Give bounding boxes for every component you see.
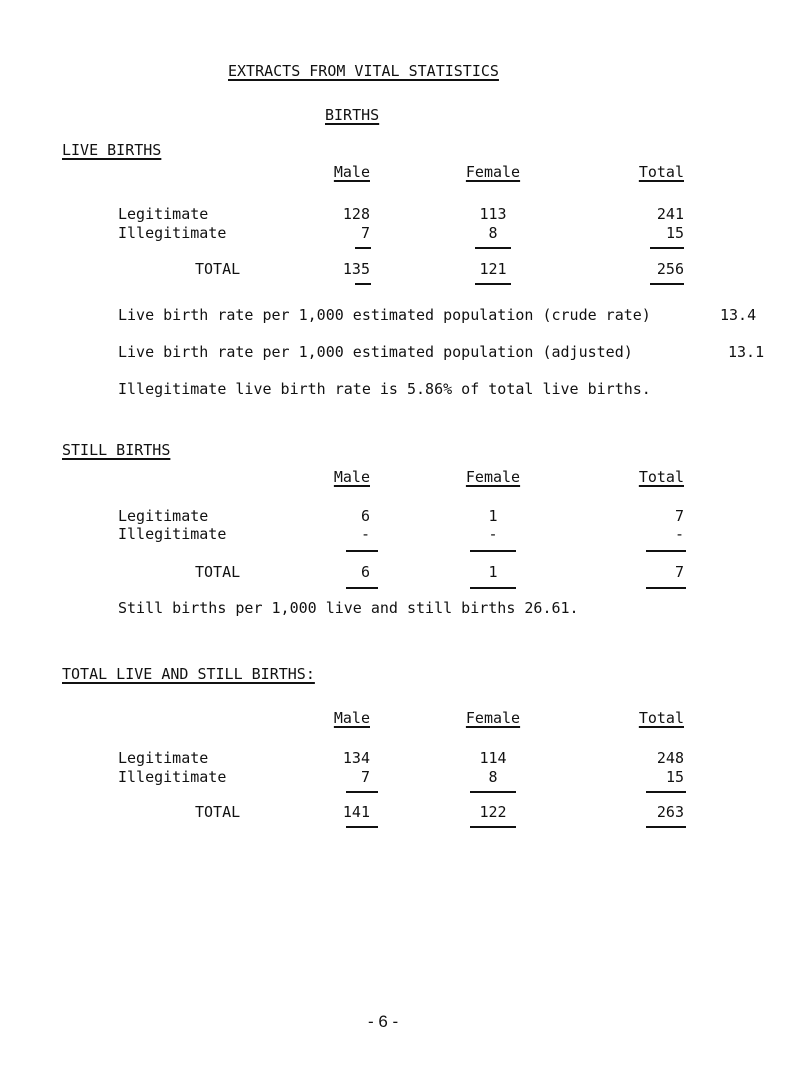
section-heading-still-births: STILL BIRTHS (62, 441, 171, 459)
cell-total: - (674, 525, 684, 543)
cell-female: 1 (488, 507, 498, 525)
illegitimate-rate-text: Illegitimate live birth rate is 5.86% of total live births. (118, 380, 651, 398)
column-header-female: Female (465, 709, 521, 727)
rule (470, 587, 516, 589)
rule (470, 791, 516, 793)
cell-total: 15 (665, 224, 684, 242)
cell-male: 128 (342, 205, 370, 223)
total-total: 263 (656, 803, 684, 821)
column-header-male: Male (333, 163, 370, 181)
cell-total: 15 (665, 768, 684, 786)
cell-male: 7 (360, 768, 370, 786)
total-male: 141 (342, 803, 370, 821)
total-label: TOTAL (195, 260, 241, 278)
total-male: 6 (360, 563, 370, 581)
cell-female: 114 (479, 749, 507, 767)
rule (470, 550, 516, 552)
cell-total: 248 (656, 749, 684, 767)
rule (346, 791, 378, 793)
row-label: Illegitimate (118, 525, 227, 543)
row-label: Legitimate (118, 749, 209, 767)
total-label: TOTAL (195, 803, 241, 821)
rule (650, 247, 684, 249)
cell-female: 8 (488, 224, 498, 242)
column-header-male: Male (333, 468, 370, 486)
section-heading-live-births: LIVE BIRTHS (62, 141, 162, 159)
document-title: EXTRACTS FROM VITAL STATISTICS (228, 62, 499, 80)
rule (475, 247, 511, 249)
rule (346, 587, 378, 589)
cell-male: 6 (360, 507, 370, 525)
cell-female: - (488, 525, 498, 543)
total-female: 121 (479, 260, 507, 278)
row-label: Illegitimate (118, 768, 227, 786)
row-label: Legitimate (118, 205, 209, 223)
column-header-total: Total (638, 468, 684, 486)
cell-male: - (360, 525, 370, 543)
column-header-female: Female (465, 468, 521, 486)
rule (646, 826, 686, 828)
total-male: 135 (342, 260, 370, 278)
row-label: Legitimate (118, 507, 209, 525)
cell-total: 241 (656, 205, 684, 223)
crude-rate-value: 13.4 (720, 306, 757, 324)
section-heading-total-live-still: TOTAL LIVE AND STILL BIRTHS: (62, 665, 315, 683)
total-female: 1 (488, 563, 498, 581)
crude-rate-text: Live birth rate per 1,000 estimated population (crude rate) (118, 306, 651, 324)
column-header-total: Total (638, 163, 684, 181)
adjusted-rate-value: 13.1 (728, 343, 765, 361)
adjusted-rate-text: Live birth rate per 1,000 estimated population (adjusted) (118, 343, 633, 361)
still-birth-rate-text: Still births per 1,000 live and still births 26.61. (118, 599, 579, 617)
rule (475, 283, 511, 285)
rule (346, 826, 378, 828)
total-label: TOTAL (195, 563, 241, 581)
document-subtitle: BIRTHS (325, 106, 380, 124)
cell-male: 7 (360, 224, 370, 242)
rule (355, 247, 371, 249)
rule (646, 791, 686, 793)
column-header-male: Male (333, 709, 370, 727)
cell-total: 7 (674, 507, 684, 525)
total-female: 122 (479, 803, 507, 821)
row-label: Illegitimate (118, 224, 227, 242)
rule (355, 283, 371, 285)
total-total: 256 (656, 260, 684, 278)
rule (346, 550, 378, 552)
total-total: 7 (674, 563, 684, 581)
rule (646, 587, 686, 589)
cell-female: 8 (488, 768, 498, 786)
rule (470, 826, 516, 828)
column-header-total: Total (638, 709, 684, 727)
page-number: - 6 - (368, 1012, 399, 1031)
rule (646, 550, 686, 552)
cell-female: 113 (479, 205, 507, 223)
cell-male: 134 (342, 749, 370, 767)
column-header-female: Female (465, 163, 521, 181)
rule (650, 283, 684, 285)
